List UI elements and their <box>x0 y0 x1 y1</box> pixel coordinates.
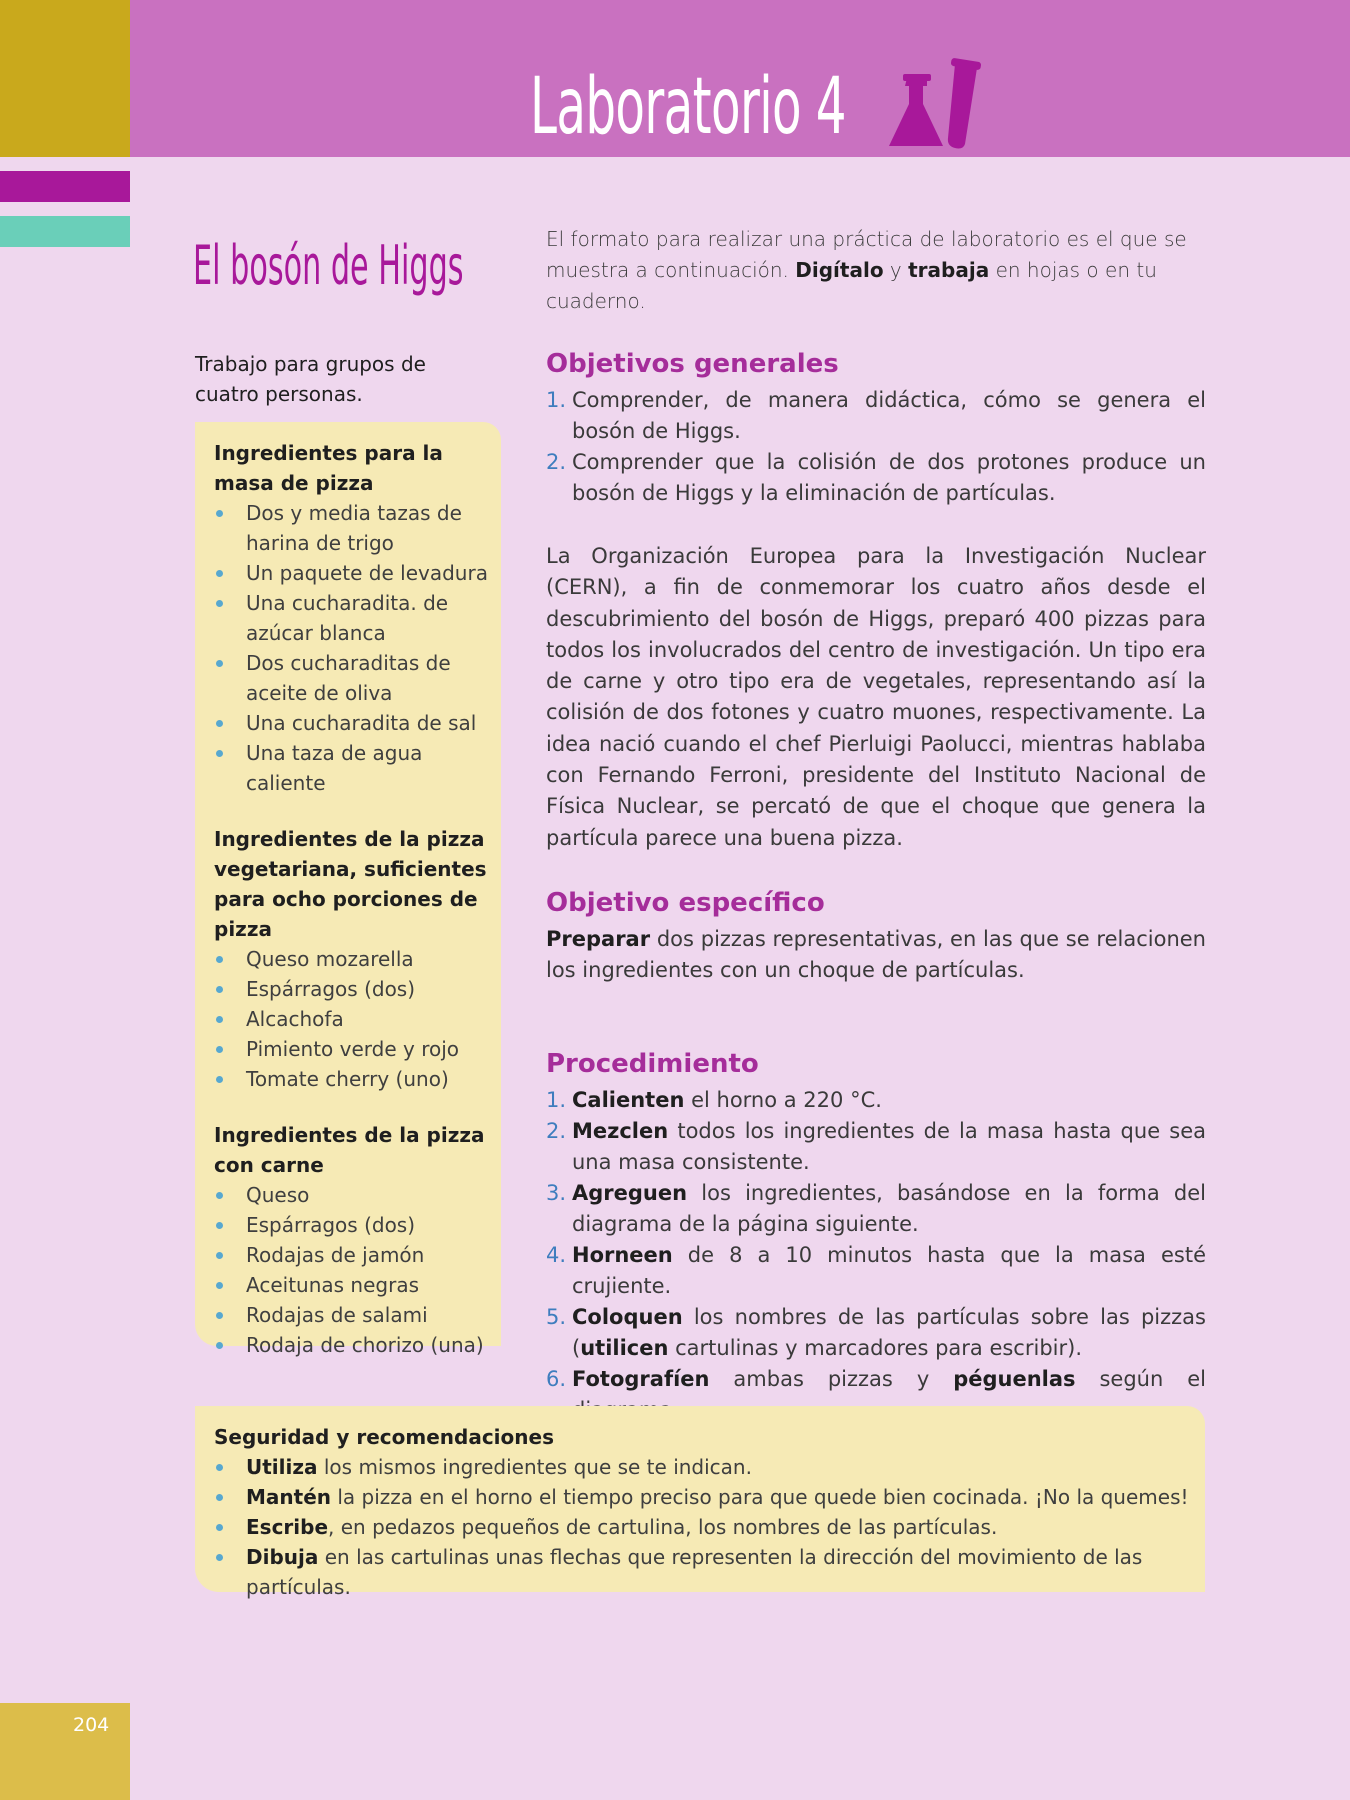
list-item: 5. Coloquen los nombres de las partículas sobre las pizzas (utilicen cartulinas y marcadores para escribir). <box>546 1305 1206 1360</box>
list-item: Dos y media tazas de harina de trigo <box>214 498 498 558</box>
ingredients-heading: Ingredientes para la masa de pizza <box>214 441 443 495</box>
page-number: 204 <box>73 1714 110 1736</box>
objetivo-especifico-text: Preparar dos pizzas representativas, en las que se relacionen los ingredientes con un choque de partículas. <box>546 927 1206 983</box>
list-item: Una cucharadita. de azúcar blanca <box>214 588 498 648</box>
list-item: Rodaja de chorizo (una) <box>214 1330 498 1360</box>
teal-stripe <box>0 216 130 247</box>
footer-gold-block <box>0 1703 130 1800</box>
list-item: Escribe, en pedazos pequeños de cartulina, los nombres de las partículas. <box>214 1512 1204 1542</box>
list-item: Dos cucharaditas de aceite de oliva <box>214 648 498 708</box>
safety-content <box>214 1422 1204 1602</box>
list-item: Tomate cherry (uno) <box>214 1064 498 1094</box>
intro-paragraph: El formato para realizar una práctica de laboratorio es el que se muestra a continuación. Digítalo y trabaja en hojas o en tu cuaderno. <box>546 227 1187 313</box>
list-item: Mantén la pizza en el horno el tiempo preciso para que quede bien cocinada. ¡No la quemes! <box>214 1482 1204 1512</box>
list-item: Una cucharadita de sal <box>214 708 498 738</box>
list-item: Queso <box>214 1180 498 1210</box>
list-item: Un paquete de levadura <box>214 558 498 588</box>
list-item: Alcachofa <box>214 1004 498 1034</box>
list-item: Espárragos (dos) <box>214 1210 498 1240</box>
ingredients-group-dough <box>214 438 498 798</box>
list-item: Una taza de agua caliente <box>214 738 498 798</box>
procedimiento-section <box>546 1047 1206 1426</box>
list-item: 3. Agreguen los ingredientes, basándose en la forma del diagrama de la página siguiente. <box>546 1181 1206 1236</box>
list-item: Rodajas de salami <box>214 1300 498 1330</box>
ingredients-heading: Ingredientes de la pizza vegetariana, suficientes para ocho porciones de pizza <box>214 827 487 941</box>
ingredients-group-meat <box>214 1120 498 1360</box>
list-item: 1. Comprender, de manera didáctica, cómo se genera el bosón de Higgs. <box>546 388 1206 443</box>
list-item: Aceitunas negras <box>214 1270 498 1300</box>
objetivo-especifico-heading: Objetivo específico <box>546 888 825 918</box>
section-title: El bosón de Higgs <box>193 234 464 297</box>
safety-heading: Seguridad y recomendaciones <box>214 1425 554 1449</box>
objetivos-generales-section <box>546 347 1206 854</box>
page-title: Laboratorio 4 <box>530 62 846 152</box>
list-item: 1. Calienten el horno a 220 °C. <box>546 1088 882 1112</box>
flask-icon <box>885 58 990 150</box>
cern-paragraph: La Organización Europea para la Investigación Nuclear (CERN), a fin de conmemorar los cuatro años desde el descubrimiento del bosón de Higgs, preparó 400 pizzas para todos los involucrados del centro de investigación. Un tipo era de carne y otro tipo era de vegetales, representando así la colisión de dos fotones y cuatro muones, respectivamente. La idea nació cuando el chef Pierluigi Paolucci, mientras hablaba con Fernando Ferroni, presidente del Instituto Nacional de Física Nuclear, se percató de que el choque que genera la partícula parece una buena pizza. <box>546 544 1206 850</box>
list-item: Espárragos (dos) <box>214 974 498 1004</box>
list-item: Pimiento verde y rojo <box>214 1034 498 1064</box>
list-item: 2. Mezclen todos los ingredientes de la masa hasta que sea una masa consistente. <box>546 1119 1206 1174</box>
procedimiento-heading: Procedimiento <box>546 1049 759 1079</box>
header-gold-block <box>0 0 130 157</box>
list-item: Utiliza los mismos ingredientes que se te indican. <box>214 1452 1204 1482</box>
list-item: 6. Fotografíen ambas pizzas y péguenlas según el <box>546 1367 1206 1391</box>
magenta-stripe <box>0 171 130 202</box>
objetivo-especifico-section <box>546 886 1206 987</box>
ingredients-list <box>214 438 498 1386</box>
list-item: Dibuja en las cartulinas unas flechas que representen la dirección del movimiento de las partículas. <box>214 1542 1204 1602</box>
list-item: 4. Horneen de 8 a 10 minutos hasta que la masa esté crujiente. <box>546 1243 1206 1298</box>
group-note: Trabajo para grupos de cuatro personas. <box>195 352 426 406</box>
list-item: Rodajas de jamón <box>214 1240 498 1270</box>
list-item: Queso mozarella <box>214 944 498 974</box>
ingredients-heading: Ingredientes de la pizza con carne <box>214 1123 485 1177</box>
ingredients-group-vegetarian <box>214 824 498 1094</box>
objetivos-generales-heading: Objetivos generales <box>546 349 839 379</box>
list-item: 2. Comprender que la colisión de dos protones produce un bosón de Higgs y la eliminación de partículas. <box>546 450 1206 505</box>
